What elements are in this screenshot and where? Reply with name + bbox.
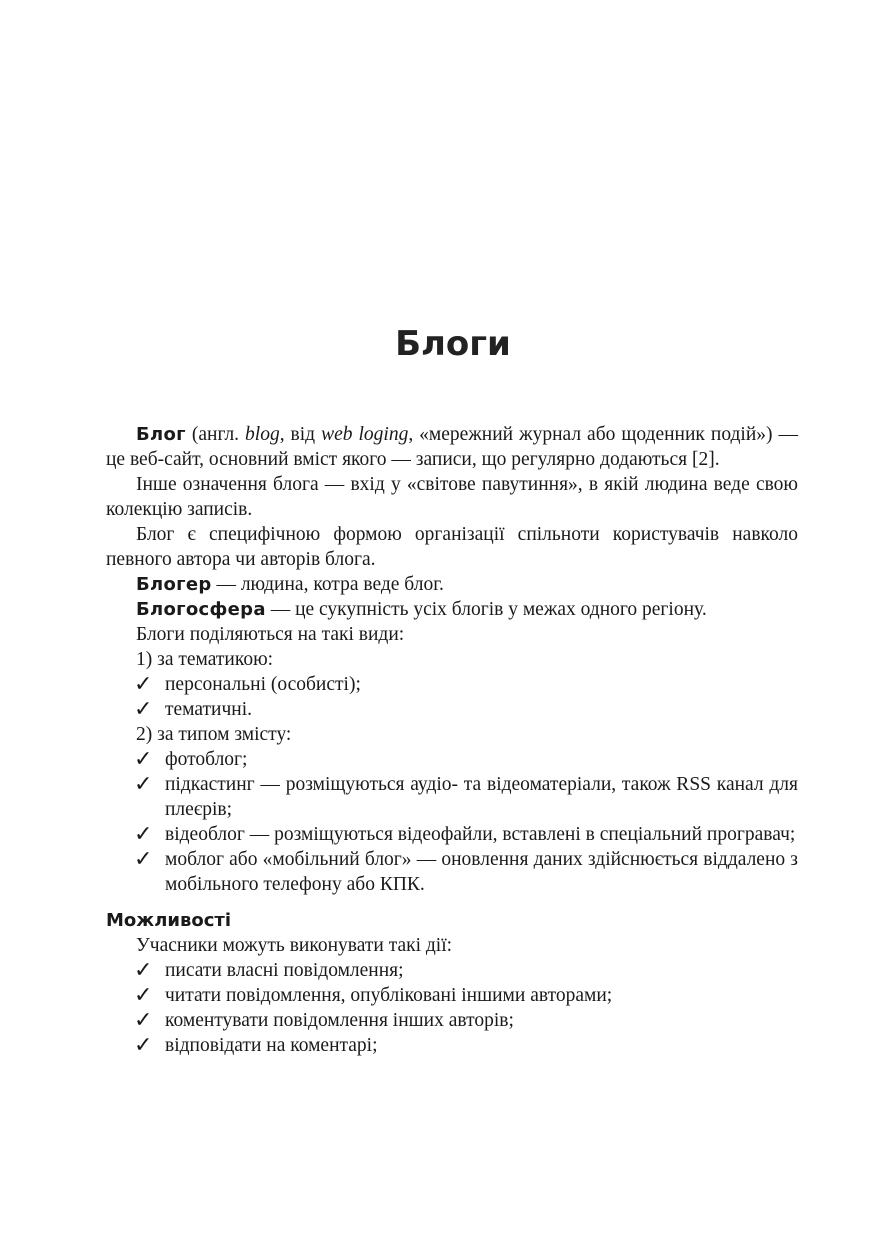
list-item: ✓ підкастинг — розміщуються аудіо- та відеоматеріали, також RSS канал для плеєрів; — [134, 772, 798, 820]
definition-blogosphere: Блогосфера — це сукупність усіх блогів у межах одного регіону. — [136, 599, 707, 620]
term-blog: Блог — [136, 424, 186, 445]
checkmark-icon: ✓ — [134, 822, 153, 847]
list-item: ✓ читати повідомлення, опубліковані іншими авторами; — [134, 983, 613, 1008]
list-item: ✓ писати власні повідомлення; — [134, 958, 404, 983]
intro-paragraph: Блог (англ. blog, від web loging, «мережний журнал або щоденник подій») — це веб-сайт, основний вміст якого — записи, що регулярно додаються [2]. — [106, 424, 798, 470]
list-item: ✓ фотоблог; — [134, 747, 248, 772]
page-title: Блоги — [395, 324, 511, 364]
section-heading: Можливості — [106, 910, 232, 931]
checkmark-icon: ✓ — [134, 747, 153, 772]
types-intro: Блоги поділяються на такі види: — [136, 624, 405, 645]
checkmark-icon: ✓ — [134, 772, 153, 797]
checkmark-icon: ✓ — [134, 697, 153, 722]
paragraph-definition: Інше означення блога — вхід у «світове павутиння», в якій людина веде свою колекцію записів. — [106, 474, 798, 520]
checkmark-icon: ✓ — [134, 672, 153, 697]
checkmark-icon: ✓ — [134, 958, 153, 983]
checkmark-icon: ✓ — [134, 1008, 153, 1033]
section-intro: Учасники можуть виконувати такі дії: — [136, 935, 453, 956]
group-label-content: 2) за типом змісту: — [136, 724, 292, 745]
definition-blogger: Блогер — людина, котра веде блог. — [136, 574, 444, 595]
list-item: ✓ відеоблог — розміщуються відеофайли, вставлені в спеціальний програвач; — [134, 822, 796, 847]
list-item: ✓ відповідати на коментарі; — [134, 1033, 378, 1058]
document-body — [106, 422, 798, 1058]
checkmark-icon: ✓ — [134, 983, 153, 1008]
paragraph-community: Блог є специфічною формою організації спільноти користувачів навколо певного автора чи авторів блога. — [106, 524, 798, 570]
list-item: ✓ моблог або «мобільний блог» — оновлення даних здійснюється віддалено з мобільного телефону або КПК. — [134, 847, 798, 895]
list-item: ✓ персональні (особисті); — [134, 672, 361, 697]
group-label-topic: 1) за тематикою: — [136, 649, 274, 670]
checkmark-icon: ✓ — [134, 1033, 153, 1058]
list-item: ✓ коментувати повідомлення інших авторів; — [134, 1008, 514, 1033]
checkmark-icon: ✓ — [134, 847, 153, 872]
list-item: ✓ тематичні. — [134, 697, 253, 722]
